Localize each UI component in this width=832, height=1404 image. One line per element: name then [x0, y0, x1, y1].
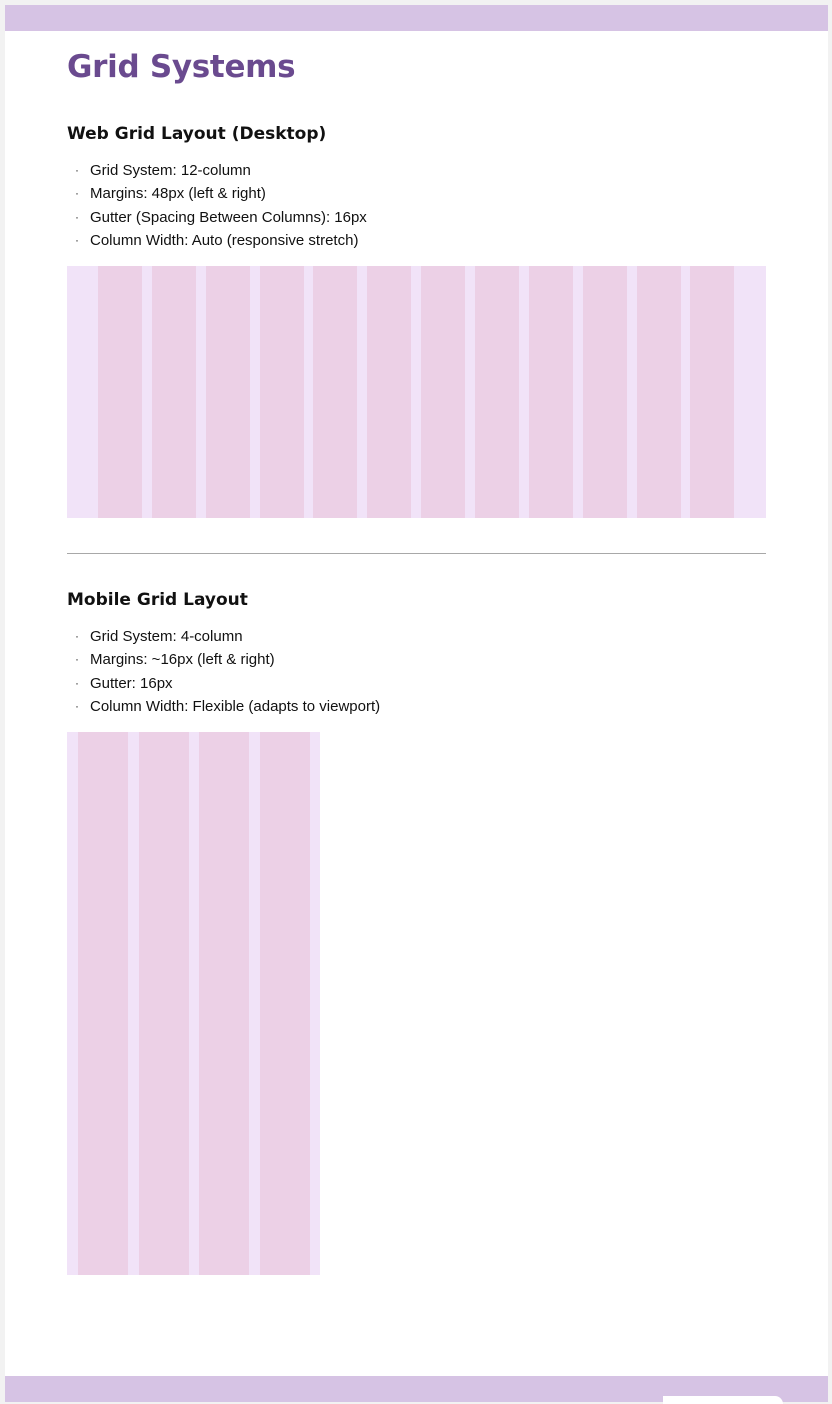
- grid-column: [421, 266, 465, 518]
- web-spec-item: · Margins: 48px (left & right): [67, 182, 367, 205]
- grid-column: [313, 266, 357, 518]
- bullet-icon: ·: [75, 698, 79, 713]
- mobile-spec-item: · Gutter: 16px: [67, 672, 380, 695]
- mobile-spec-item: · Grid System: 4-column: [67, 625, 380, 648]
- bullet-icon: ·: [75, 163, 79, 177]
- grid-column: [260, 732, 310, 1275]
- web-grid-spec-list: [67, 159, 367, 252]
- web-spec-item: · Column Width: Auto (responsive stretch): [67, 229, 367, 252]
- bullet-icon: ·: [75, 232, 79, 247]
- mobile-grid-spec-list: [67, 625, 380, 718]
- page-title: Grid Systems: [67, 49, 296, 85]
- grid-column: [475, 266, 519, 518]
- grid-column: [583, 266, 627, 518]
- header-band: [5, 5, 828, 31]
- grid-column: [206, 266, 250, 518]
- page-corner-tab: [663, 1396, 783, 1404]
- bullet-icon: ·: [75, 652, 79, 667]
- mobile-grid-heading: Mobile Grid Layout: [67, 590, 248, 610]
- web-grid-heading: Web Grid Layout (Desktop): [67, 124, 327, 144]
- document-page: [5, 5, 828, 1402]
- section-divider: [67, 553, 766, 554]
- mobile-spec-item: · Margins: ~16px (left & right): [67, 648, 380, 671]
- bullet-icon: ·: [75, 186, 79, 201]
- mobile-grid-illustration: [67, 732, 320, 1275]
- grid-column: [199, 732, 249, 1275]
- grid-column: [690, 266, 734, 518]
- grid-column: [529, 266, 573, 518]
- mobile-spec-item: · Column Width: Flexible (adapts to viewport): [67, 695, 380, 718]
- web-grid-illustration: [67, 266, 766, 518]
- bullet-icon: ·: [75, 675, 79, 690]
- grid-column: [260, 266, 304, 518]
- grid-column: [367, 266, 411, 518]
- grid-column: [637, 266, 681, 518]
- bullet-icon: ·: [75, 209, 79, 224]
- grid-column: [139, 732, 189, 1275]
- grid-column: [78, 732, 128, 1275]
- web-spec-item: · Gutter (Spacing Between Columns): 16px: [67, 206, 367, 229]
- grid-column: [152, 266, 196, 518]
- grid-column: [98, 266, 142, 518]
- web-spec-item: · Grid System: 12-column: [67, 159, 367, 182]
- bullet-icon: ·: [75, 629, 79, 643]
